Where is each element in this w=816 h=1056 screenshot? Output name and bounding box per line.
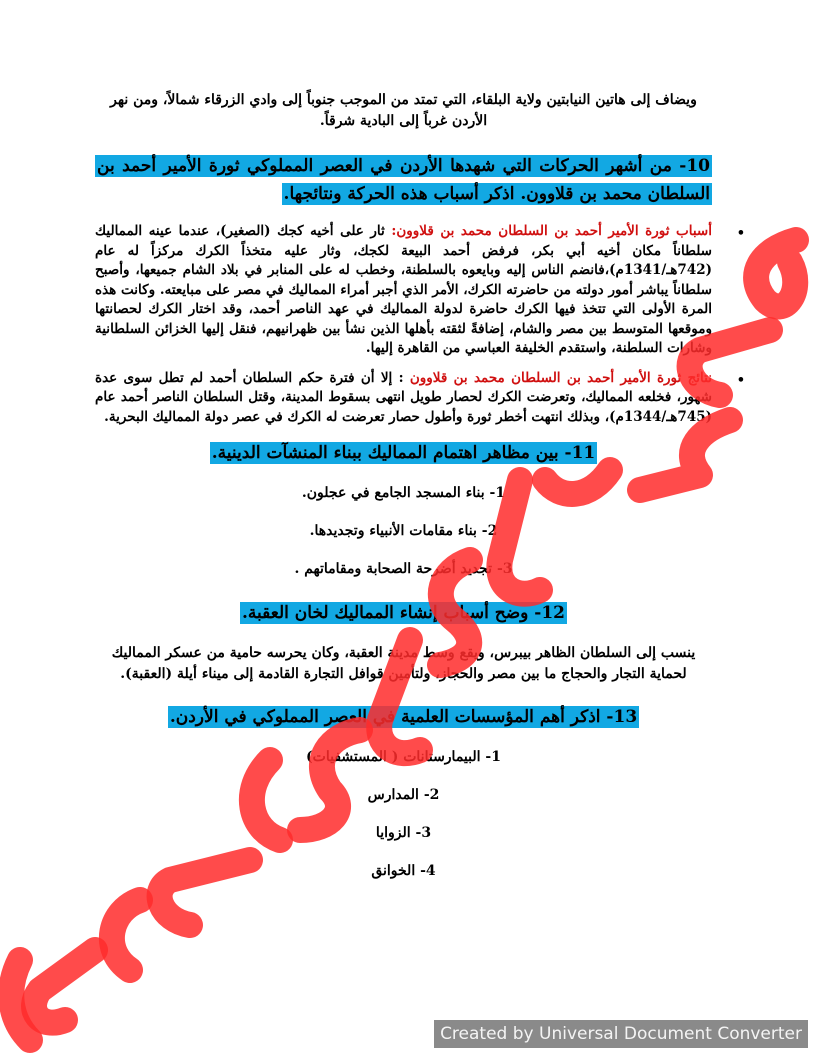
results-text: : إلا أن فترة حكم السلطان أحمد لم تطل سوى عدة شهور، فخلعه المماليك، وتعرضت الكرك لحصار طويل انتهى بسقوط المدينة، وقتل السلطان الناصر أحمد عام (745هـ/1344م)، وبذلك انتهت أخطر ثورة وأطول حصار تعرضت له الكرك في عصر دولة المماليك البحرية. bbox=[95, 369, 712, 425]
answer-results bbox=[95, 369, 745, 428]
bullet-icon: • bbox=[736, 226, 745, 241]
list-item: 3- الزوايا bbox=[375, 825, 432, 841]
list-item: 1- بناء المسجد الجامع في عجلون. bbox=[301, 485, 506, 501]
question-13-heading: 13- اذكر أهم المؤسسات العلمية في العصر المملوكي في الأردن. bbox=[169, 707, 638, 727]
causes-heading: أسباب ثورة الأمير أحمد بن السلطان محمد بن قلاوون: bbox=[391, 223, 712, 239]
question-10-answers bbox=[95, 222, 745, 427]
question-11-block bbox=[95, 439, 712, 467]
causes-text: ثار على أخيه كجك (الصغير)، عندما عينه المماليك سلطاناً مكان أخيه أبي بكر، فرفض أحمد البيعة لكجك، وثار عليه متخذاً الكرك مركزاً له عام (742هـ/1341م)،فانضم الناس إليه وبايعوه بالسلطنة، وخطب له على المنابر في بلاد الشام جميعها، وأصبح سلطاناً يباشر أمور دولته من حاضرته الكرك، الأمر الذي أجبر أمراء المماليك في مصر على مبايعته. وكانت هذه المرة الأولى التي تتخذ فيها الكرك حاضرة لدولة المماليك في عهد الناصر أحمد، وقد اختار الكرك لحصانتها وموقعها المتوسط بين مصر والشام، إضافةً لثقته بأهلها الذين نشأ بين ظهرانيهم، فنقل إليها الخزائن السلطانية وشارات السلطنة، واستقدم الخليفة العباسي من القاهرة إليها. bbox=[95, 223, 712, 356]
intro-paragraph: ويضاف إلى هاتين النيابتين ولاية البلقاء، التي تمتد من الموجب جنوباً إلى وادي الزرقاء شمالاً، ومن نهر الأردن غرباً إلى البادية شرقاً. bbox=[110, 92, 697, 129]
converter-footer-badge: Created by Universal Document Converter bbox=[434, 1020, 808, 1048]
list-item: 1- البيمارستانات ( المستشفيات) bbox=[306, 749, 501, 765]
bullet-icon: • bbox=[736, 372, 745, 388]
results-heading: نتائج ثورة الأمير أحمد بن السلطان محمد بن قلاوون bbox=[409, 369, 712, 386]
question-13-block bbox=[95, 703, 712, 731]
list-item: 3- تجديد أضرحة الصحابة ومقاماتهم . bbox=[294, 561, 513, 577]
list-item: 2- المدارس bbox=[367, 787, 440, 803]
question-12-block bbox=[95, 599, 712, 627]
list-item: 4- الخوانق bbox=[371, 863, 436, 879]
list-item: 2- بناء مقامات الأنبياء وتجديدها. bbox=[309, 523, 498, 539]
question-12-heading: 12- وضح أسباب إنشاء المماليك لخان العقبة. bbox=[242, 603, 565, 623]
question-10-block bbox=[95, 152, 712, 208]
document-page bbox=[95, 90, 745, 901]
question-11-heading: 11- بين مظاهر اهتمام المماليك ببناء المنشآت الدينية. bbox=[211, 443, 596, 463]
question-12-answer: ينسب إلى السلطان الظاهر بيبرس، ويقع وسط مدينة العقبة، وكان يحرسه حامية من عسكر المماليك لحماية التجار والحجاج ما بين مصر والحجاز، ولتأمين قوافل التجارة القادمة إلى ميناء أيلة (العقبة). bbox=[111, 645, 696, 682]
question-10-heading: 10- من أشهر الحركات التي شهدها الأردن في العصر المملوكي ثورة الأمير أحمد بن السلطان محمد بن قلاوون. اذكر أسباب هذه الحركة ونتائجها. bbox=[97, 156, 710, 204]
answer-causes bbox=[95, 222, 745, 359]
